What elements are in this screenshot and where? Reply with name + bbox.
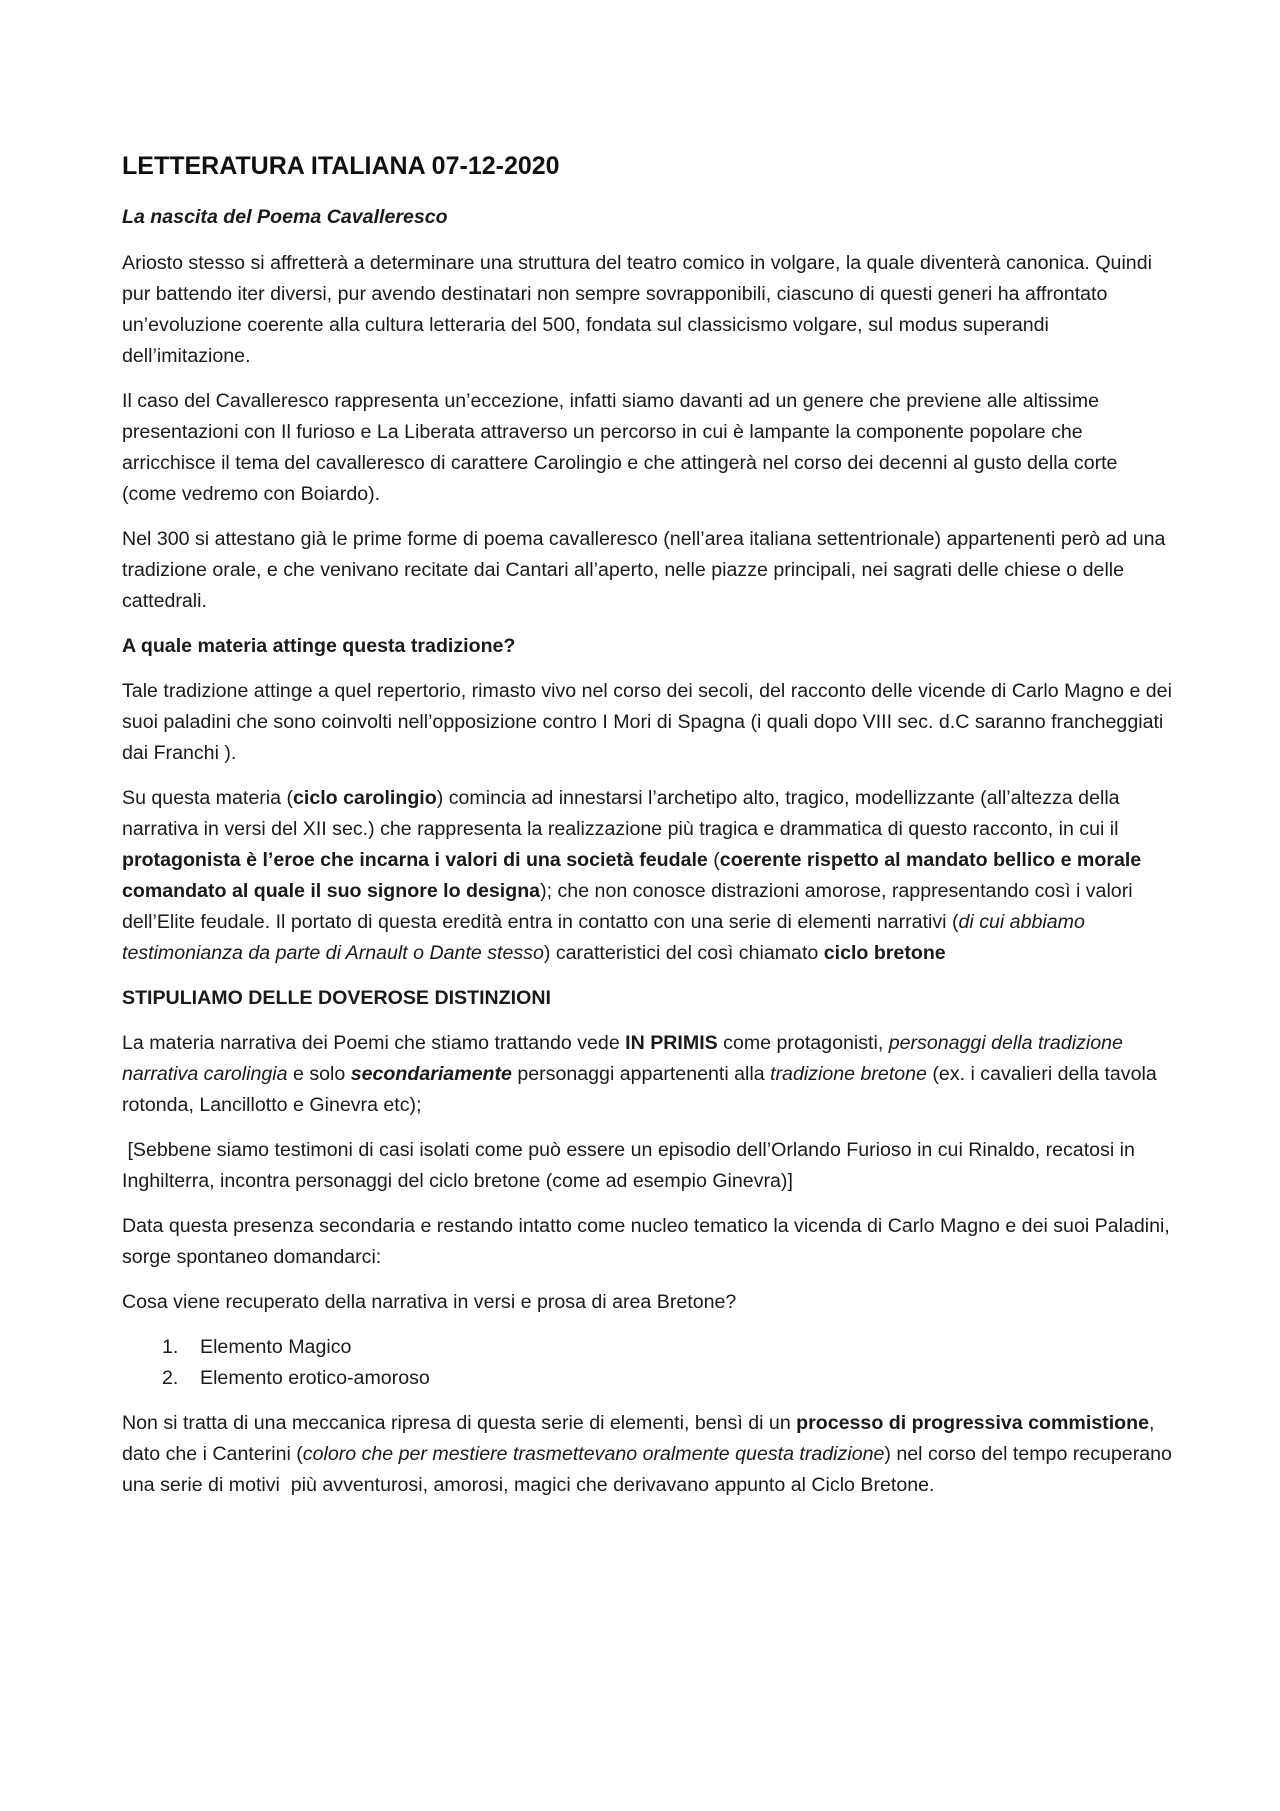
text-run: ) comincia ad innestarsi l’archetipo alto, tragico, modellizzante (all’altezza della narrativa in versi del XII sec.) che rappresenta la realizzazione più tragica e drammatica di questo racconto, in cui il bbox=[122, 787, 1120, 840]
bold-italic-secondariamente: secondariamente bbox=[350, 1063, 512, 1085]
document-title: LETTERATURA ITALIANA 07-12-2020 bbox=[122, 152, 560, 180]
text-run: (ex. i cavalieri della tavola rotonda, Lancillotto e Ginevra etc); bbox=[122, 1063, 1157, 1116]
heading-materia: A quale materia attinge questa tradizione? bbox=[122, 635, 516, 657]
bold-processo-commistione: processo di progressiva commistione bbox=[796, 1412, 1149, 1434]
text-run: ) nel corso del tempo recuperano una serie di motivi più avventurosi, amorosi, magici che derivavano appunto al Ciclo Bretone. bbox=[122, 1443, 1178, 1496]
text-run: e solo bbox=[287, 1063, 351, 1085]
italic-coloro: coloro che per mestiere trasmettevano oralmente questa tradizione bbox=[302, 1443, 885, 1465]
bold-in-primis: IN PRIMIS bbox=[625, 1032, 718, 1054]
bold-ciclo-bretone: ciclo bretone bbox=[823, 942, 946, 964]
section-subtitle: La nascita del Poema Cavalleresco bbox=[122, 206, 448, 228]
text-run: ); che non conosce distrazioni amorose, rappresentando così i valori dell’Elite feudale. Il portato di questa eredità entra in contatto con una serie di elementi narrativi ( bbox=[122, 880, 1133, 933]
list-item-text: Elemento Magico bbox=[200, 1336, 352, 1358]
text-run: ) caratteristici del così chiamato bbox=[543, 942, 824, 964]
italic-testimonianza: di cui abbiamo testimonianza da parte di Arnault o Dante stesso bbox=[122, 911, 1085, 964]
paragraph-trecento: Nel 300 si attestano già le prime forme di poema cavalleresco (nell’area italiana settentrionale) appartenenti però ad una tradizione orale, e che venivano recitate dai Cantari all’aperto, nelle piazze principali, nei sagrati delle chiese o delle cattedrali. bbox=[122, 528, 1166, 612]
paragraph-cavalleresco: Il caso del Cavalleresco rappresenta un’eccezione, infatti siamo davanti ad un genere che previene alle altissime presentazioni con Il furioso e La Liberata attraverso un percorso in cui è lampante la componente popolare che arricchisce il tema del cavalleresco di carattere Carolingio e che attingerà nel corso dei decenni al gusto della corte (come vedremo con Boiardo). bbox=[122, 390, 1118, 505]
list-number: 2. bbox=[162, 1367, 179, 1389]
bold-ciclo-carolingio: ciclo carolingio bbox=[293, 787, 437, 809]
paragraph-materia-narrativa bbox=[122, 1028, 1174, 1121]
bold-coerente: coerente rispetto al mandato bellico e morale comandato al quale il suo signore lo designa bbox=[122, 849, 1142, 902]
italic-personaggi: personaggi della tradizione narrativa carolingia bbox=[122, 1032, 1123, 1085]
italic-tradizione-bretone: tradizione bretone bbox=[770, 1063, 927, 1085]
paragraph-ariosto: Ariosto stesso si affretterà a determinare una struttura del teatro comico in volgare, la quale diventerà canonica. Quindi pur battendo iter diversi, pur avendo destinatari non sempre sovrapponibili, ciascuno di questi generi ha affrontato un’evoluzione coerente alla cultura letteraria del 500, fondata sul classicismo volgare, sul modus superandi dell’imitazione. bbox=[122, 252, 1152, 367]
text-run: come protagonisti, bbox=[717, 1032, 889, 1054]
bold-protagonista: protagonista è l’eroe che incarna i valori di una società feudale bbox=[122, 849, 708, 871]
paragraph-commistione bbox=[122, 1408, 1178, 1501]
paragraph-ciclo-carolingio bbox=[122, 783, 1174, 969]
numbered-list bbox=[122, 1332, 1174, 1394]
paragraph-presenza-secondaria: Data questa presenza secondaria e restando intatto come nucleo tematico la vicenda di Carlo Magno e dei suoi Paladini, sorge spontaneo domandarci: bbox=[122, 1215, 1170, 1268]
heading-distinzioni: STIPULIAMO DELLE DOVEROSE DISTINZIONI bbox=[122, 987, 551, 1009]
document-page bbox=[122, 150, 1178, 1515]
list-number: 1. bbox=[162, 1336, 179, 1358]
list-item bbox=[122, 1332, 1174, 1363]
paragraph-domanda: Cosa viene recuperato della narrativa in versi e prosa di area Bretone? bbox=[122, 1291, 737, 1313]
text-run: , dato che i Canterini ( bbox=[122, 1412, 1160, 1465]
paragraph-tradizione: Tale tradizione attinge a quel repertorio, rimasto vivo nel corso dei secoli, del racconto delle vicende di Carlo Magno e dei suoi paladini che sono coinvolti nell’opposizione contro I Mori di Spagna (i quali dopo VIII sec. d.C saranno francheggiati dai Franchi ). bbox=[122, 680, 1172, 764]
text-run: ( bbox=[707, 849, 720, 871]
text-run: Non si tratta di una meccanica ripresa di questa serie di elementi, bensì di un bbox=[122, 1412, 797, 1434]
text-run: Su questa materia ( bbox=[122, 787, 293, 809]
list-item-text: Elemento erotico-amoroso bbox=[200, 1367, 430, 1389]
text-run: personaggi appartenenti alla bbox=[511, 1063, 771, 1085]
list-item bbox=[122, 1363, 1174, 1394]
paragraph-bracket-note: [Sebbene siamo testimoni di casi isolati come può essere un episodio dell’Orlando Furioso in cui Rinaldo, recatosi in Inghilterra, incontra personaggi del ciclo bretone (come ad esempio Ginevra)] bbox=[122, 1139, 1141, 1192]
text-run: La materia narrativa dei Poemi che stiamo trattando vede bbox=[122, 1032, 626, 1054]
